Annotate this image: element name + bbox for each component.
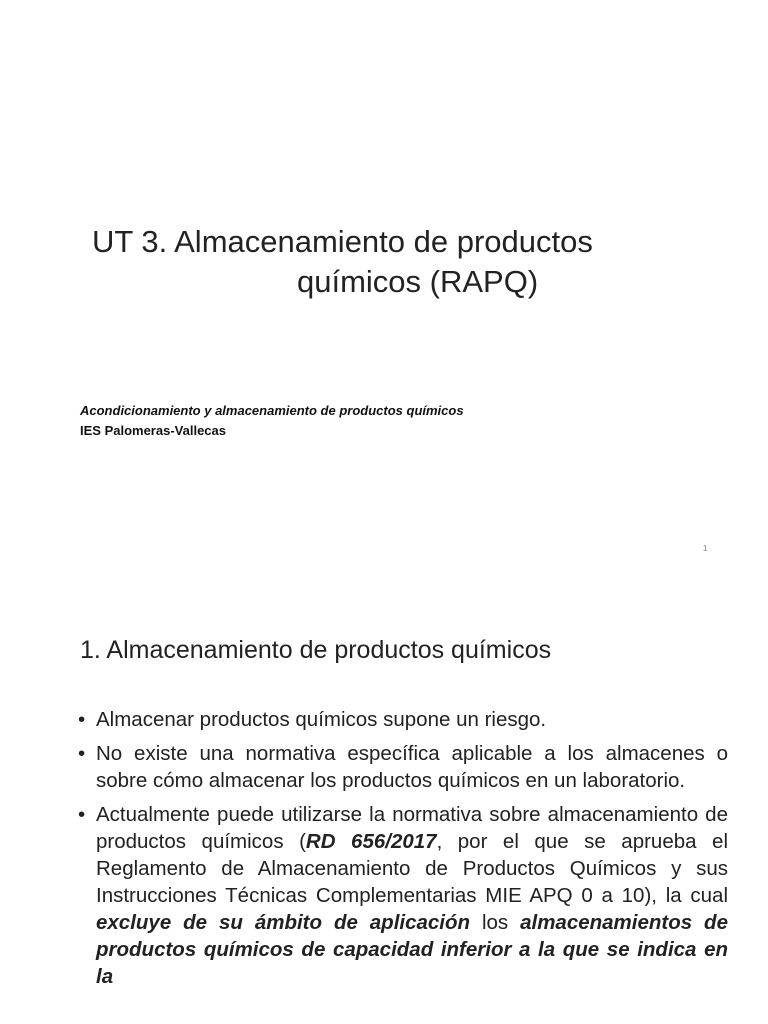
content-slide	[0, 578, 768, 1024]
list-item	[78, 706, 728, 733]
school-name: IES Palomeras-Vallecas	[80, 423, 226, 438]
bullet-list	[78, 706, 728, 997]
bullet-text	[96, 801, 728, 990]
list-item	[78, 801, 728, 990]
bullet-glyph: •	[78, 742, 86, 765]
bullet-text-part: Actualmente puede utilizarse la normativa sobre almacenamiento de productos químicos (	[96, 803, 728, 853]
slide-title-line2: químicos (RAPQ)	[297, 264, 539, 299]
emphasis-text: excluye de su ámbito de aplicación	[96, 911, 471, 934]
bullet-text: No existe una normativa específica aplicable a los almacenes o sobre cómo almacenar los productos químicos en un laboratorio.	[96, 742, 728, 792]
slide-title	[60, 222, 700, 302]
bullet-text-part: los	[470, 911, 521, 934]
section-heading: 1. Almacenamiento de productos químicos	[80, 636, 552, 664]
slide-subtitle	[80, 401, 464, 441]
regulation-reference: RD 656/2017	[305, 830, 437, 853]
bullet-glyph: •	[78, 803, 86, 826]
bullet-text: Almacenar productos químicos supone un riesgo.	[96, 708, 547, 731]
list-item	[78, 740, 728, 794]
slide-title-line1: UT 3. Almacenamiento de productos	[92, 224, 593, 259]
page-number: 1	[703, 544, 708, 553]
emphasis-text: almacenamientos de productos químicos de capacidad inferior a la que se indica en la	[96, 911, 728, 988]
course-name: Acondicionamiento y almacenamiento de productos químicos	[80, 403, 464, 418]
bullet-text-part: , por el que se aprueba el Reglamento de Almacenamiento de Productos Químicos y sus Instrucciones Técnicas Complementarias MIE APQ 0 a 10), la cual	[96, 830, 728, 907]
bullet-glyph: •	[78, 708, 86, 731]
